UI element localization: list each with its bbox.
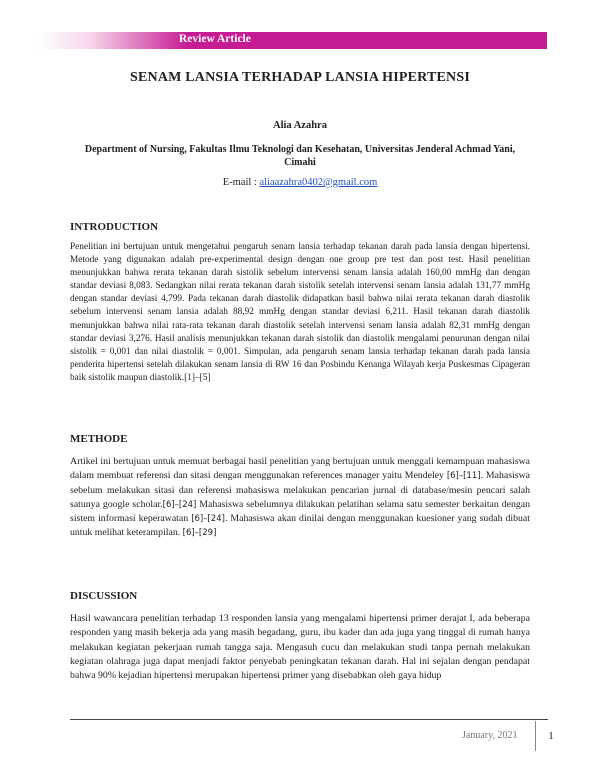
email-link[interactable]: aliaazahra0402@gmail.com [259,177,378,188]
section-heading-discussion: DISCUSSION [70,590,138,602]
author-email [0,177,600,188]
methode-text-3: Mahasiswa sebelumnya dilakukan pelatihan selama satu semester berkaitan dengan sistem informasi keperawatan [70,498,530,525]
page-number: 1 [535,721,566,751]
article-type-banner [38,32,547,49]
paper-title: SENAM LANSIA TERHADAP LANSIA HIPERTENSI [129,70,471,85]
methode-citation-1[interactable]: [6]–[11] [446,471,481,482]
methode-text-2: . Mahasiswa sebelum melakukan sitasi dan referensi mahasiswa melakukan pencarian jurnal di database/mesin pencari salah satunya google scholar. [70,470,530,510]
methode-text-1: Artikel ini bertujuan untuk memuat berbagai hasil penelitian yang bertujuan untuk menggali kemampuan mahasiswa dalam membuat referensi dan sitasi dengan menggunakan references manager yaitu Mendeley [70,456,530,482]
discussion-paragraph: Hasil wawancara penelitian terhadap 13 responden lansia yang mengalami hipertensi primer derajat I, ada beberapa responden yang masih bekerja ada yang masih begadang, guru, ibu kader dan ada juga yang tinggal di rumah hanya melakukan kegiatan pekerjaan rumah tangga saja. Mengasuh cucu dan melakukan studi tanpa pernah melakukan kegiatan olahraga juga dapat menjadi faktor penyebab peningkatan tekanan darah. Hal ini sejalan dengan pendapat bahwa 90% kejadian hipertensi merupakan hipertensi primer yang disebabkan oleh gaya hidup [70,613,530,682]
methode-citation-2[interactable]: [6]–[24] [162,499,197,510]
introduction-paragraph [70,241,530,385]
footer-date: January, 2021 [462,730,518,741]
footer-divider [70,719,548,720]
methode-paragraph [70,455,530,541]
banner-label: Review Article [179,33,251,45]
introduction-text: Penelitian ini bertujuan untuk mengetahui pengaruh senam lansia terhadap tekanan darah pada lansia dengan hipertensi. Metode yang digunakan adalah pre-experimental design dengan one group pre test dan post test. Hasil penelitian menunjukkan bahwa rerata tekanan darah sistolik sebelum intervensi senam lansia adalah 160,00 mmHg dan dengan standar deviasi 8,083. Sedangkan nilai rerata tekanan darah sistolik setelah intervensi senam lansia adalah 131,77 mmHg dengan standar deviasi 4,799. Pada tekanan darah diastolik didapatkan hasil bahwa nilai rerata tekanan darah diastolik sebelum intervensi senam lansia adalah 88,92 mmHg dengan standar deviasi 6,211. Hasil tekanan darah diastolik menunjukkan bahwa nilai rata-rata tekanan darah diastolik setelah intervensi senam lansia adalah 82,31 mmHg dengan standar deviasi 3,276. Hasil analisis menunjukkan tekanan darah sistolik dan diastolik mengalami penurunan dengan nilai sistolik = 0,001 dan nilai diastolik = 0,001. Simpulan, ada pengaruh senam lansia terhadap tekanan darah pada lansia penderita hipertensi setelah dilakukan senam lansia di RW 16 dan Posbindu Kenanga Wilayah kerja Puskesmas Cipageran baik sistolik maupun diastolik. [70,242,530,383]
introduction-citation[interactable]: [1]–[5] [184,372,211,383]
methode-citation-3[interactable]: [6]–[24] [191,514,225,525]
methode-text-4: . Mahasiswa akan dinilai dengan menggunakan kuesioner yang sudah dibuat untuk melihat keterampilan. [70,513,530,539]
email-label: E-mail : [222,177,260,188]
author-affiliation: Department of Nursing, Fakultas Ilmu Teknologi dan Kesehatan, Universitas Jenderal Achmad Yani, Cimahi [84,144,516,168]
methode-citation-4[interactable]: [6]–[29] [182,528,217,539]
author-name: Alia Azahra [273,120,327,131]
banner-gradient [38,32,188,49]
section-heading-introduction: INTRODUCTION [70,221,159,233]
section-heading-methode: METHODE [70,433,128,445]
